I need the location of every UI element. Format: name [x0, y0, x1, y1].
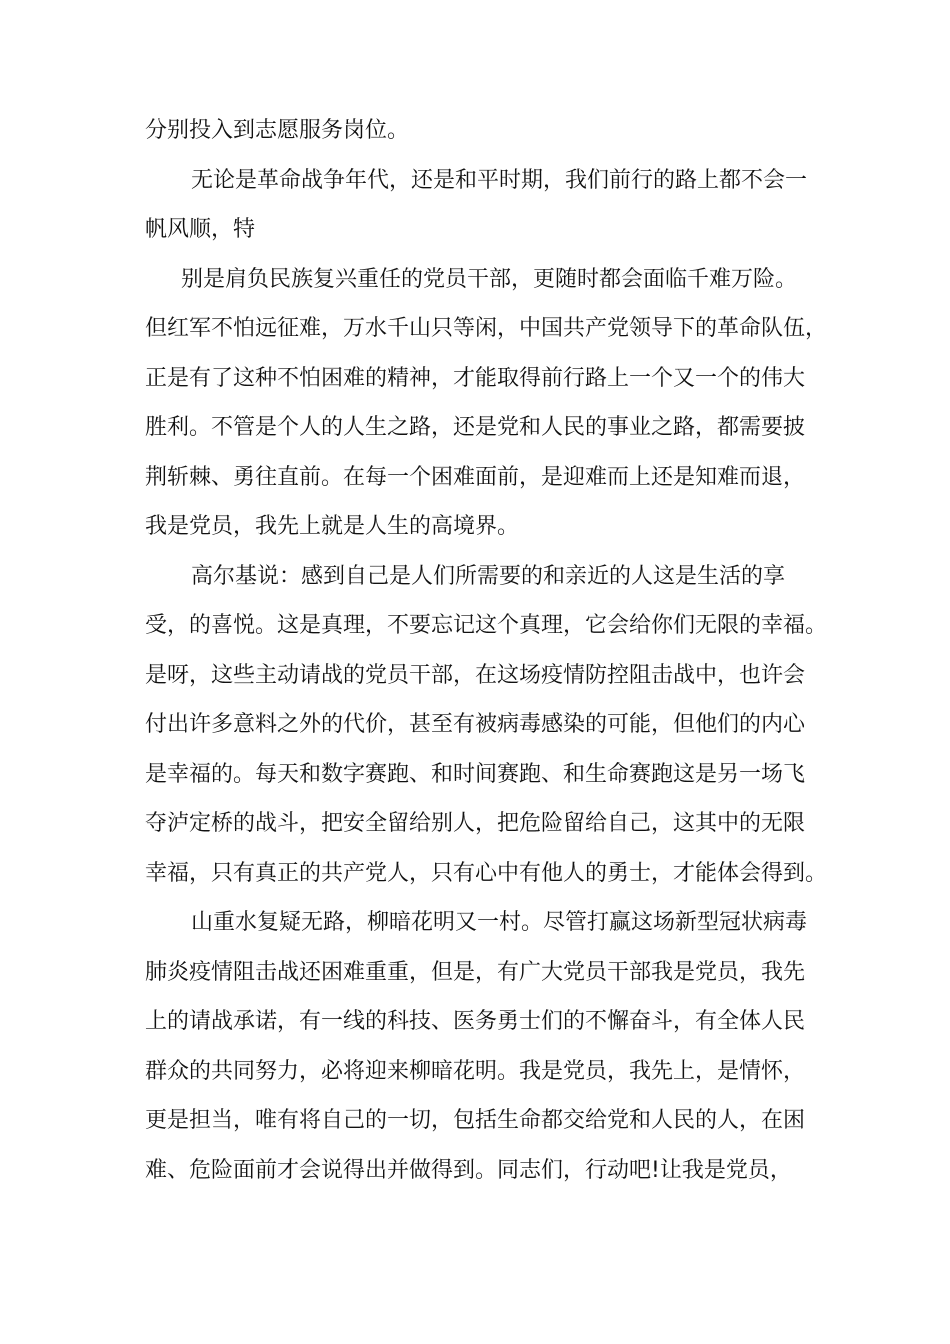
- text-line: 肺炎疫情阻击战还困难重重，但是，有广大党员干部我是党员，我先: [145, 959, 806, 985]
- text-line: 受，的喜悦。这是真理，不要忘记这个真理，它会给你们无限的幸福。: [145, 613, 828, 638]
- text-line: 高尔基说：感到自己是人们所需要的和亲近的人这是生活的享: [191, 563, 786, 589]
- text-line: 我是党员，我先上就是人生的高境界。: [145, 514, 520, 539]
- text-line: 是幸福的。每天和数字赛跑、和时间赛跑、和生命赛跑这是另一场飞: [145, 761, 806, 787]
- text-line: 胜利。不管是个人的人生之路，还是党和人民的事业之路，都需要披: [145, 415, 806, 440]
- text-line: 幸福，只有真正的共产党人，只有心中有他人的勇士，才能体会得到。: [145, 860, 828, 886]
- text-line: 正是有了这种不怕困难的精神，才能取得前行路上一个又一个的伟大: [145, 365, 806, 391]
- text-line: 荆斩棘、勇往直前。在每一个困难面前，是迎难而上还是知难而退，: [145, 464, 806, 490]
- text-line: 帆风顺，特: [145, 217, 256, 242]
- text-line: 山重水复疑无路，柳暗花明又一村。尽管打赢这场新型冠状病毒: [191, 910, 808, 935]
- text-line: 群众的共同努力，必将迎来柳暗花明。我是党员，我先上，是情怀，: [145, 1058, 806, 1084]
- text-line: 夺泸定桥的战斗，把安全留给别人，把危险留给自己，这其中的无限: [145, 811, 806, 836]
- text-line: 更是担当，唯有将自己的一切，包括生命都交给党和人民的人，在困: [145, 1108, 806, 1133]
- text-line: 难、危险面前才会说得出并做得到。同志们，行动吧!让我是党员，: [145, 1157, 792, 1183]
- text-line: 是呀，这些主动请战的党员干部，在这场疫情防控阻击战中，也许会: [145, 662, 806, 688]
- text-line: 分别投入到志愿服务岗位。: [145, 118, 410, 143]
- text-line: 上的请战承诺，有一线的科技、医务勇士们的不懈奋斗，有全体人民: [145, 1009, 806, 1034]
- text-line: 无论是革命战争年代，还是和平时期，我们前行的路上都不会一: [191, 167, 808, 193]
- text-line: 但红军不怕远征难，万水千山只等闲，中国共产党领导下的革命队伍，: [145, 316, 828, 341]
- body-text: [145, 106, 828, 1195]
- text-line: 付出许多意料之外的代价，甚至有被病毒感染的可能，但他们的内心: [145, 712, 806, 737]
- text-line: 别是肩负民族复兴重任的党员干部，更随时都会面临千难万险。: [181, 266, 798, 292]
